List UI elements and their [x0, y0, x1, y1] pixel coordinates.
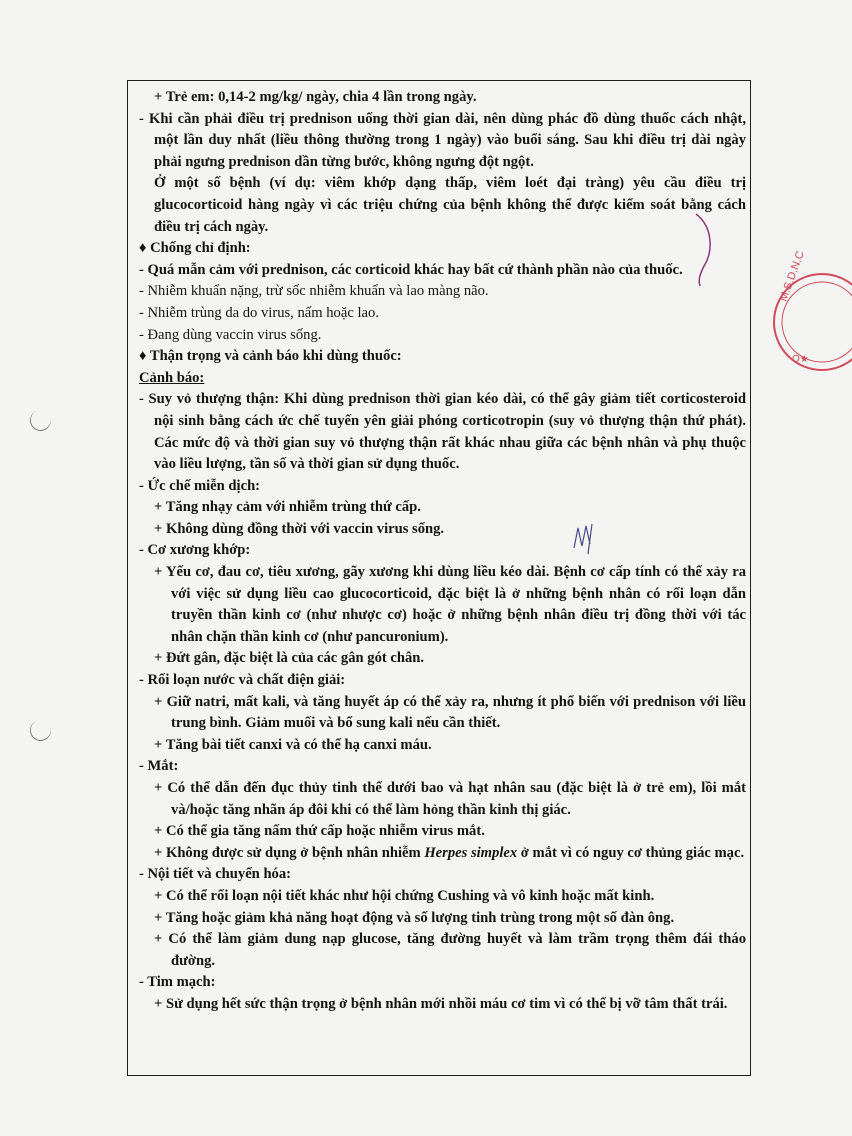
document-body	[139, 87, 746, 1016]
punch-hole-mark	[27, 717, 54, 744]
warnings-subheading: Cảnh báo:	[139, 369, 205, 386]
daily-treatment-paragraph: Ở một số bệnh (ví dụ: viêm khớp dạng thấp, viêm loét đại tràng) yêu cầu điều trị glucocorticoid hàng ngày vì các triệu chứng của bệnh không thể được kiểm soát bằng cách điều trị cách ngày.	[154, 175, 746, 235]
musculoskeletal-item: + Yếu cơ, đau cơ, tiêu xương, gãy xương khi dùng liều kéo dài. Bệnh cơ cấp tính có thể xảy ra với việc sử dụng liều cao glucocorticoid, đặc biệt là ở những bệnh nhân có rối loạn dẫn truyền thần kinh cơ (như nhược cơ) hoặc ở những bệnh nhân điều trị đồng thời với tác nhân chặn thần kinh cơ (như pancuronium).	[154, 564, 746, 645]
contraindication-item: - Quá mẫn cảm với prednison, các corticoid khác hay bất cứ thành phần nào của thuốc.	[139, 261, 683, 278]
contraindication-item: - Nhiễm trùng da do virus, nấm hoặc lao.	[139, 304, 379, 321]
dosage-children-line: + Trẻ em: 0,14-2 mg/kg/ ngày, chia 4 lần trong ngày.	[154, 89, 477, 105]
contraindication-item: - Nhiễm khuẩn nặng, trừ sốc nhiễm khuẩn và lao màng não.	[139, 283, 489, 300]
svg-text:O★: O★	[792, 354, 809, 365]
precautions-heading: ♦ Thận trọng và cảnh báo khi dùng thuốc:	[139, 348, 402, 365]
endocrine-heading: - Nội tiết và chuyển hóa:	[139, 866, 292, 883]
electrolyte-item: + Giữ natri, mất kali, và tăng huyết áp có thể xảy ra, nhưng ít phổ biến với prednison với liều trung bình. Giảm muối và bổ sung kali nếu cần thiết.	[154, 693, 746, 732]
eye-item-herpes-text-a: + Không được sử dụng ở bệnh nhân nhiễm	[154, 844, 425, 861]
eye-item: + Có thể dẫn đến đục thủy tinh thể dưới bao và hạt nhân sau (đặc biệt là ở trẻ em), lồi mắt và/hoặc tăng nhãn áp đôi khi có thể làm hỏng thần kinh thị giác.	[154, 780, 746, 818]
endocrine-item: + Tăng hoặc giảm khả năng hoạt động và số lượng tinh trùng trong một số đàn ông.	[154, 909, 675, 926]
eye-item-herpes-text-b: ở mắt vì có nguy cơ thủng giác mạc.	[517, 844, 745, 861]
long-term-dosage-paragraph: - Khi cần phải điều trị prednison uống thời gian dài, nên dùng phác đồ dùng thuốc cách nhật, một lần duy nhất (liều thông thường trong 1 ngày) vào buổi sáng. Sau khi điều trị dài ngày phải ngưng prednison dần từng bước, không ngưng đột ngột.	[139, 110, 746, 170]
immunosuppression-item: + Tăng nhạy cảm với nhiễm trùng thứ cấp.	[154, 499, 421, 516]
contraindications-heading: ♦ Chống chỉ định:	[139, 240, 251, 257]
punch-hole-mark	[27, 407, 54, 434]
endocrine-item: + Có thể làm giảm dung nạp glucose, tăng đường huyết và làm trầm trọng thêm đái tháo đường.	[154, 931, 746, 969]
eye-item-herpes	[139, 843, 746, 865]
adrenal-insufficiency-paragraph: - Suy vỏ thượng thận: Khi dùng prednison thời gian kéo dài, có thể gây giảm tiết corticosteroid nội sinh bằng cách ức chế tuyến yên giải phóng corticotropin (suy vỏ thượng thận thứ phát). Các mức độ và thời gian suy vỏ thượng thận rất khác nhau giữa các bệnh nhân và phụ thuộc vào liều lượng, tần số và thời gian sử dụng thuốc.	[139, 391, 746, 473]
endocrine-item: + Có thể rối loạn nội tiết khác như hội chứng Cushing và vô kinh hoặc mất kinh.	[154, 887, 655, 904]
electrolyte-item: + Tăng bài tiết canxi và có thể hạ canxi máu.	[154, 736, 432, 753]
immunosuppression-item: + Không dùng đồng thời với vaccin virus sống.	[154, 520, 445, 537]
eye-heading: - Mắt:	[139, 758, 179, 775]
contraindication-item: - Đang dùng vaccin virus sống.	[139, 326, 322, 343]
cardiovascular-heading: - Tim mạch:	[139, 974, 216, 991]
eye-item: + Có thể gia tăng nấm thứ cấp hoặc nhiễm virus mắt.	[154, 823, 485, 840]
herpes-simplex-term: Herpes simplex	[424, 844, 518, 861]
musculoskeletal-heading: - Cơ xương khớp:	[139, 542, 251, 559]
cardiovascular-item: + Sử dụng hết sức thận trọng ở bệnh nhân mới nhồi máu cơ tim vì có thể bị vỡ tâm thất trái.	[154, 995, 728, 1012]
musculoskeletal-item: + Đứt gân, đặc biệt là của các gân gót chân.	[154, 650, 425, 667]
immunosuppression-heading: - Ức chế miễn dịch:	[139, 477, 261, 494]
svg-text:M.S.D.N.C: M.S.D.N.C	[777, 249, 807, 304]
company-stamp	[762, 249, 852, 382]
electrolyte-heading: - Rối loạn nước và chất điện giải:	[139, 672, 346, 689]
